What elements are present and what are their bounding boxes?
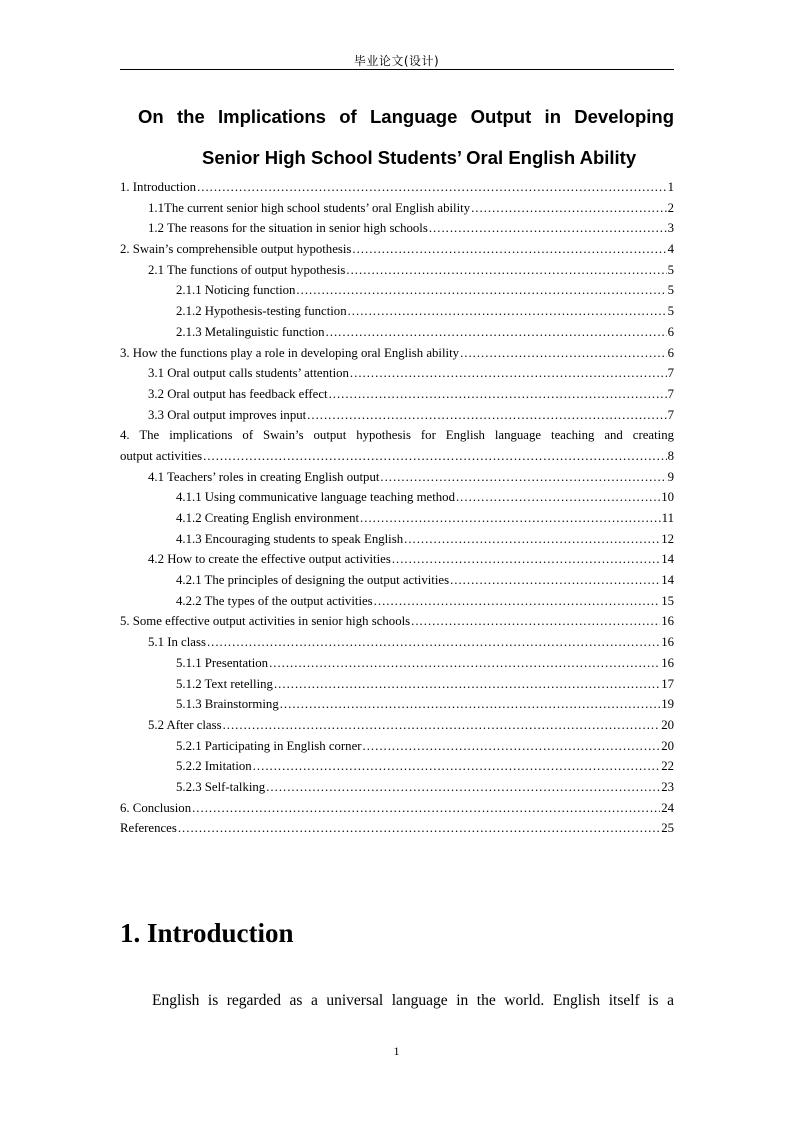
toc-entry-page: 24 — [661, 800, 674, 815]
toc-entry-label: 5.2.1 Participating in English corner — [176, 738, 362, 753]
toc-leader-dots — [307, 408, 666, 423]
toc-leader-dots — [329, 387, 667, 402]
toc-leader-dots — [197, 180, 667, 195]
toc-entry-label: 3.3 Oral output improves input — [148, 407, 307, 422]
toc-leader-dots — [253, 759, 660, 774]
toc-entry-page: 8 — [667, 448, 674, 463]
toc-entry-5-1-1[interactable] — [120, 656, 674, 677]
toc-entry-label: 4.2.1 The principles of designing the output activities — [176, 573, 450, 588]
toc-entry-2-1[interactable] — [120, 263, 674, 284]
toc-entry-page: 7 — [667, 366, 674, 381]
toc-leader-dots — [223, 718, 661, 733]
toc-entry-4-1-3[interactable] — [120, 532, 674, 553]
toc-entry-page: 2 — [667, 200, 674, 215]
toc-leader-dots — [274, 677, 660, 692]
toc-entry-label: 4.1.1 Using communicative language teaching method — [176, 490, 455, 505]
toc-entry-label: 3. How the functions play a role in developing oral English ability — [120, 345, 460, 360]
toc-entry-3-2[interactable] — [120, 387, 674, 408]
page-header: 毕业论文(设计) — [353, 54, 440, 68]
toc-entry-page: 7 — [667, 407, 674, 422]
toc-entry-page: 20 — [661, 738, 674, 753]
toc-leader-dots — [266, 780, 660, 795]
toc-entry-label: 5. Some effective output activities in senior high schools — [120, 614, 411, 629]
toc-entry-label: 1.1The current senior high school students’ oral English ability — [148, 200, 471, 215]
toc-entry-page: 9 — [667, 469, 674, 484]
toc-leader-dots — [363, 739, 661, 754]
toc-leader-dots — [352, 242, 666, 257]
toc-entry-page: 25 — [661, 821, 674, 836]
toc-entry-4-1-2[interactable] — [120, 511, 674, 532]
toc-entry-4-2-2[interactable] — [120, 594, 674, 615]
toc-leader-dots — [269, 656, 660, 671]
toc-entry-label: 2.1.2 Hypothesis-testing function — [176, 304, 347, 319]
toc-entry-label: 5.2.3 Self-talking — [176, 779, 266, 794]
toc-entry-3[interactable] — [120, 346, 674, 367]
header-rule — [120, 69, 674, 70]
toc-entry-page: 15 — [661, 593, 674, 608]
toc-entry-5-1[interactable] — [120, 635, 674, 656]
toc-entry-page: 14 — [661, 552, 674, 567]
toc-entry-label: 4.2.2 The types of the output activities — [176, 593, 373, 608]
toc-entry-1-1[interactable] — [120, 201, 674, 222]
toc-entry-label: 4.1.3 Encouraging students to speak English — [176, 531, 404, 546]
toc-entry-page: 14 — [661, 573, 674, 588]
toc-entry-page: 5 — [667, 304, 674, 319]
toc-entry-2-1-1[interactable] — [120, 283, 674, 304]
toc-entry-page: 10 — [661, 490, 674, 505]
toc-leader-dots — [456, 490, 660, 505]
toc-entry-label: 1. Introduction — [120, 180, 197, 194]
toc-entry-page: 6 — [667, 324, 674, 339]
toc-leader-dots — [192, 801, 660, 816]
toc-leader-dots — [280, 697, 660, 712]
toc-entry-5-2-3[interactable] — [120, 780, 674, 801]
toc-entry-label: output activities — [120, 448, 203, 463]
page-number: 1 — [393, 1044, 400, 1058]
toc-entry-label: 2.1 The functions of output hypothesis — [148, 262, 346, 277]
toc-entry-label: 5.1.2 Text retelling — [176, 676, 273, 691]
toc-entry-page: 22 — [661, 759, 674, 774]
toc-entry-page: 5 — [667, 262, 674, 277]
toc-entry-page: 11 — [661, 511, 674, 525]
toc-entry-label: 1.2 The reasons for the situation in senior high schools — [148, 221, 428, 236]
toc-entry-label: 2. Swain’s comprehensible output hypothesis — [120, 242, 352, 257]
toc-entry-label: 6. Conclusion — [120, 800, 192, 815]
toc-leader-dots — [460, 346, 667, 361]
toc-leader-dots — [429, 221, 667, 236]
toc-leader-dots — [392, 552, 660, 567]
toc-entry-page: 5 — [667, 283, 674, 298]
toc-entry-label: 5.2.2 Imitation — [176, 759, 252, 774]
toc-entry-page: 17 — [661, 676, 674, 691]
toc-entry-4-2[interactable] — [120, 552, 674, 573]
toc-leader-dots — [450, 573, 660, 588]
toc-leader-dots — [350, 366, 667, 381]
toc-entry-label: 4.1 Teachers’ roles in creating English output — [148, 469, 380, 484]
toc-leader-dots — [374, 594, 661, 609]
toc-entry-4-continued[interactable] — [120, 449, 674, 470]
table-of-contents — [120, 180, 674, 842]
toc-entry-page: 16 — [661, 614, 674, 629]
toc-leader-dots — [296, 283, 666, 298]
toc-entry-label: 2.1.1 Noticing function — [176, 283, 296, 298]
toc-entry-5[interactable] — [120, 614, 674, 635]
toc-entry-page: 12 — [661, 531, 674, 546]
toc-entry-page: 16 — [661, 655, 674, 670]
toc-entry-page: 6 — [667, 345, 674, 360]
toc-leader-dots — [471, 201, 666, 216]
toc-entry-label: 3.2 Oral output has feedback effect — [148, 386, 328, 401]
toc-entry-3-1[interactable] — [120, 366, 674, 387]
toc-entry-1-2[interactable] — [120, 221, 674, 242]
toc-entry-4-2-1[interactable] — [120, 573, 674, 594]
toc-leader-dots — [380, 470, 666, 485]
toc-entry-label: References — [120, 821, 177, 836]
toc-entry-label: 3.1 Oral output calls students’ attention — [148, 366, 349, 381]
toc-entry-page: 20 — [661, 717, 674, 732]
thesis-title-line-2: Senior High School Students’ Oral English Ability — [202, 147, 637, 168]
toc-entry-page: 3 — [667, 221, 674, 236]
toc-entry-5-2-1[interactable] — [120, 739, 674, 760]
toc-entry-5-1-3[interactable] — [120, 697, 674, 718]
toc-leader-dots — [178, 821, 660, 836]
toc-entry-page: 1 — [667, 180, 674, 194]
toc-entry-1[interactable] — [120, 180, 674, 201]
toc-entry-page: 7 — [667, 386, 674, 401]
toc-leader-dots — [207, 635, 660, 650]
toc-entry-label: 5.1.3 Brainstorming — [176, 697, 279, 712]
toc-leader-dots — [404, 532, 660, 547]
toc-entry-5-1-2[interactable] — [120, 677, 674, 698]
toc-entry-page: 4 — [667, 242, 674, 257]
toc-entry-label: 5.1.1 Presentation — [176, 655, 269, 670]
toc-entry-4-1[interactable] — [120, 470, 674, 491]
toc-leader-dots — [348, 304, 667, 319]
toc-entry-page: 16 — [661, 635, 674, 650]
toc-entry-5-2[interactable] — [120, 718, 674, 739]
toc-entry-3-3[interactable] — [120, 408, 674, 429]
toc-entry-label: 4.1.2 Creating English environment — [176, 511, 360, 525]
toc-entry-references[interactable] — [120, 821, 674, 842]
toc-entry-2-1-2[interactable] — [120, 304, 674, 325]
toc-entry-label: 5.2 After class — [148, 717, 222, 732]
section-heading: 1. Introduction — [120, 918, 294, 948]
toc-entry-label: 4.2 How to create the effective output activities — [148, 552, 391, 567]
toc-leader-dots — [360, 511, 661, 526]
toc-entry-4[interactable]: 4. The implications of Swain’s output hypothesis for English language teaching and creating — [120, 428, 674, 443]
toc-entry-6[interactable] — [120, 801, 674, 822]
toc-entry-2[interactable] — [120, 242, 674, 263]
toc-leader-dots — [411, 614, 660, 629]
toc-entry-page: 23 — [661, 779, 674, 794]
thesis-title-line-1: On the Implications of Language Output in Developing — [138, 106, 674, 127]
toc-entry-4-1-1[interactable] — [120, 490, 674, 511]
toc-leader-dots — [326, 325, 667, 340]
toc-entry-label: 2.1.3 Metalinguistic function — [176, 324, 325, 339]
toc-entry-2-1-3[interactable] — [120, 325, 674, 346]
toc-leader-dots — [346, 263, 666, 278]
toc-entry-label: 5.1 In class — [148, 635, 206, 650]
body-paragraph: English is regarded as a universal language in the world. English itself is a — [152, 992, 674, 1009]
toc-entry-page: 19 — [661, 697, 674, 712]
toc-leader-dots — [203, 449, 666, 464]
toc-entry-5-2-2[interactable] — [120, 759, 674, 780]
